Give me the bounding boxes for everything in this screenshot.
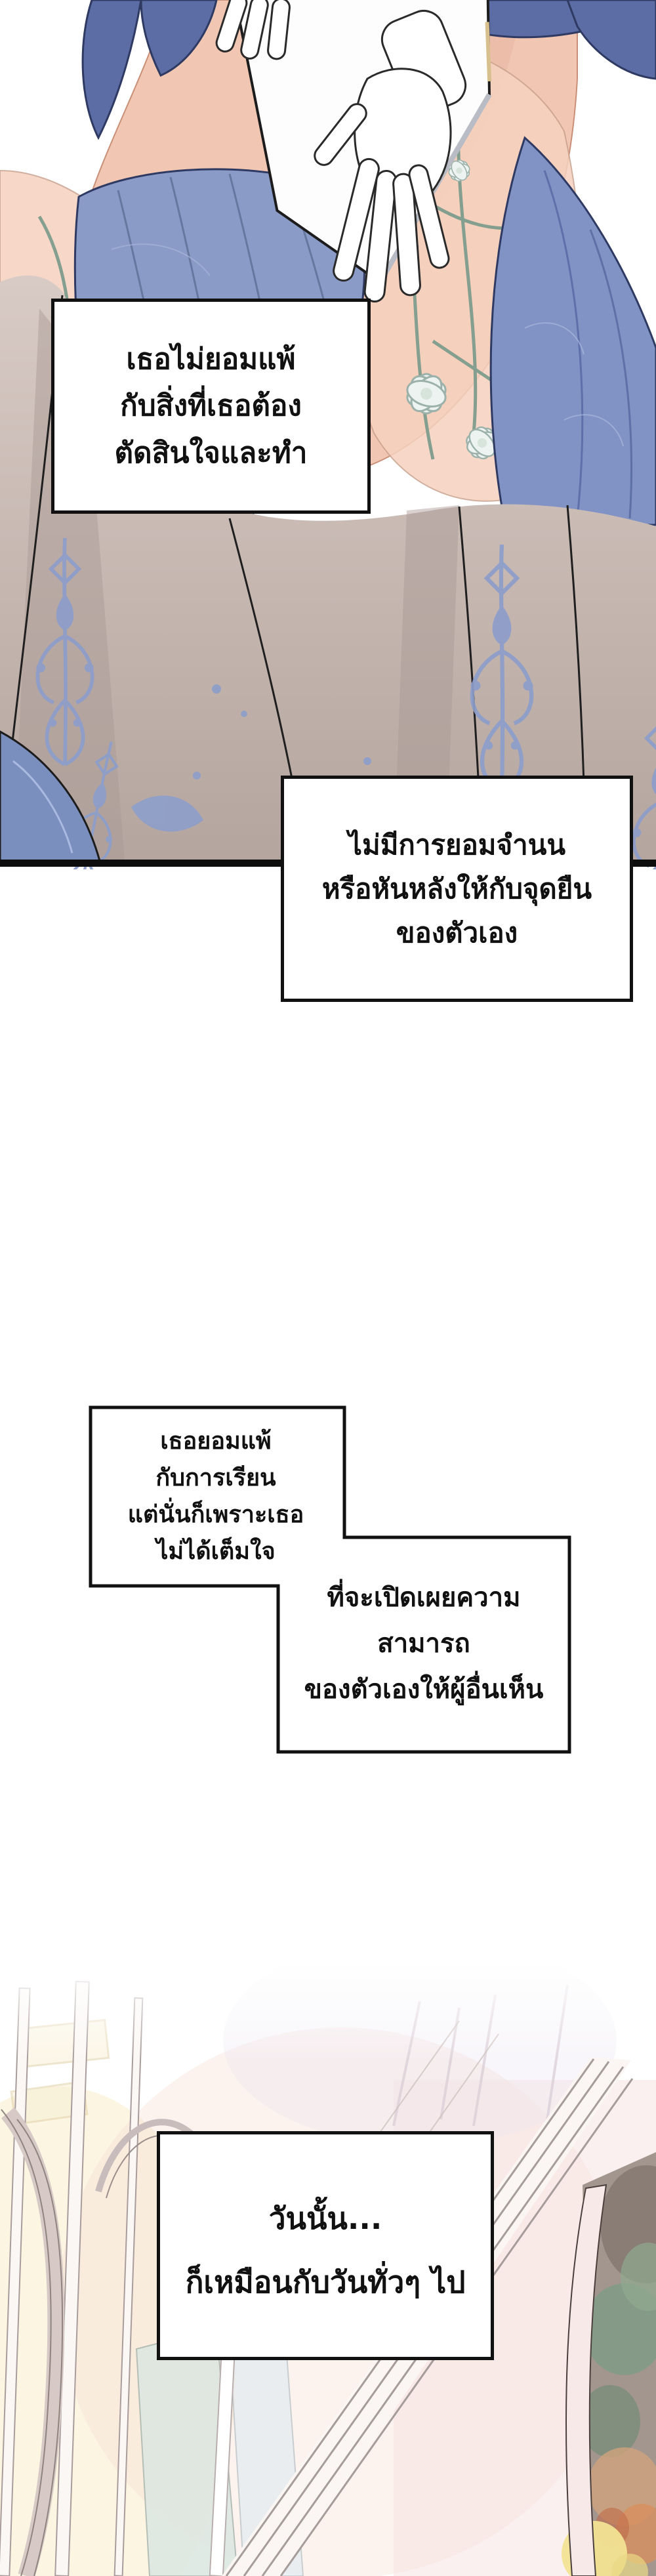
narration-line: กับสิ่งที่เธอต้อง — [120, 389, 302, 423]
narration-box-2 — [281, 776, 633, 1002]
narration-line: ไม่มีการยอมจำนน — [348, 828, 566, 861]
narration-line: เธอไม่ยอมแพ้ — [126, 343, 296, 377]
narration-line: แต่นั่นก็เพราะเธอ — [127, 1501, 304, 1528]
narration-box-4 — [286, 1548, 562, 1739]
narration-box-1 — [51, 299, 371, 514]
narration-box-5 — [157, 2131, 494, 2360]
narration-line: ไม่ได้เต็มใจ — [156, 1537, 276, 1565]
narration-line: ก็เหมือนกับวันทั่วๆ ไป — [185, 2264, 466, 2300]
narration-line: กับการเรียน — [155, 1465, 276, 1492]
narration-line: ของตัวเอง — [396, 917, 518, 949]
narration-line: ตัดสินใจและทำ — [114, 436, 308, 470]
narration-line: ที่จะเปิดเผยความสามารถ — [327, 1583, 521, 1659]
narration-line: เธอยอมแพ้ — [160, 1428, 272, 1455]
narration-line: ของตัวเองให้ผู้อื่นเห็น — [304, 1674, 544, 1705]
narration-line: วันนั้น... — [268, 2200, 382, 2236]
narration-line: หรือหันหลังให้กับจุดยืน — [321, 872, 592, 905]
